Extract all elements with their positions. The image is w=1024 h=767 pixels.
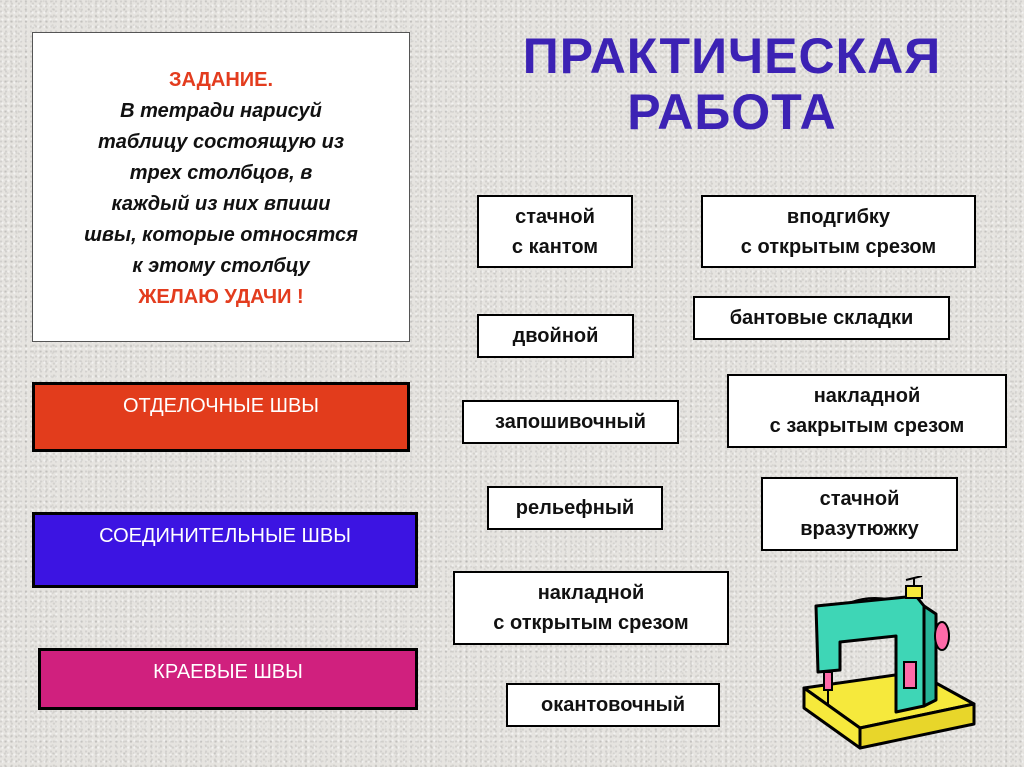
seam-card-line: рельефный xyxy=(515,497,635,519)
seam-card-line: запошивочный xyxy=(495,411,646,433)
seam-card-line: окантовочный xyxy=(541,694,685,716)
task-line: В тетради нарисуй xyxy=(120,100,322,122)
seam-card-nakladnoy-open[interactable] xyxy=(453,571,729,645)
seam-card-vpodgibku[interactable] xyxy=(701,195,976,268)
sewing-machine-icon xyxy=(796,576,986,752)
seam-card-line: накладной xyxy=(537,582,645,604)
seam-card-line: с закрытым срезом xyxy=(769,415,965,437)
category-edge-seams[interactable]: КРАЕВЫЕ ШВЫ xyxy=(38,648,418,710)
seam-card-line: с открытым срезом xyxy=(740,235,937,258)
seam-card-okantovochny[interactable] xyxy=(506,683,720,727)
category-finishing-seams[interactable]: ОТДЕЛОЧНЫЕ ШВЫ xyxy=(32,382,410,452)
task-heading: ЗАДАНИЕ. xyxy=(168,69,274,91)
seam-card-line: стачной xyxy=(515,205,595,228)
seam-card-nakladnoy-closed[interactable] xyxy=(727,374,1007,448)
task-line: каждый из них впиши xyxy=(111,193,331,215)
page-title-line1: ПРАКТИЧЕСКАЯ xyxy=(522,28,942,84)
seam-card-line: стачной xyxy=(819,488,900,510)
category-connecting-seams[interactable]: СОЕДИНИТЕЛЬНЫЕ ШВЫ xyxy=(32,512,418,588)
seam-card-line: с кантом xyxy=(511,235,599,258)
page-title-line2: РАБОТА xyxy=(627,84,837,140)
seam-card-zaposhivochny[interactable] xyxy=(462,400,679,444)
task-box xyxy=(32,32,410,342)
seam-card-line: двойной xyxy=(512,325,599,347)
seam-card-stachnoy-kant[interactable] xyxy=(477,195,633,268)
seam-card-line: вподгибку xyxy=(786,205,891,228)
seam-card-line: накладной xyxy=(813,385,921,407)
task-wish: ЖЕЛАЮ УДАЧИ ! xyxy=(138,286,304,308)
sewing-machine-graphic xyxy=(796,576,986,752)
seam-card-line: вразутюжку xyxy=(800,518,919,540)
task-line: к этому столбцу xyxy=(132,255,310,277)
seam-card-relefny[interactable] xyxy=(487,486,663,530)
task-line: таблицу состоящую из xyxy=(97,131,345,153)
page-title xyxy=(440,28,1024,140)
seam-card-dvoynoy[interactable] xyxy=(477,314,634,358)
seam-card-line: с открытым срезом xyxy=(493,612,689,634)
seam-card-vrazutyuzhku[interactable] xyxy=(761,477,958,551)
task-line: швы, которые относятся xyxy=(84,224,358,246)
task-line: трех столбцов, в xyxy=(129,162,313,184)
seam-card-line: бантовые складки xyxy=(729,307,914,329)
seam-card-bantovye[interactable] xyxy=(693,296,950,340)
